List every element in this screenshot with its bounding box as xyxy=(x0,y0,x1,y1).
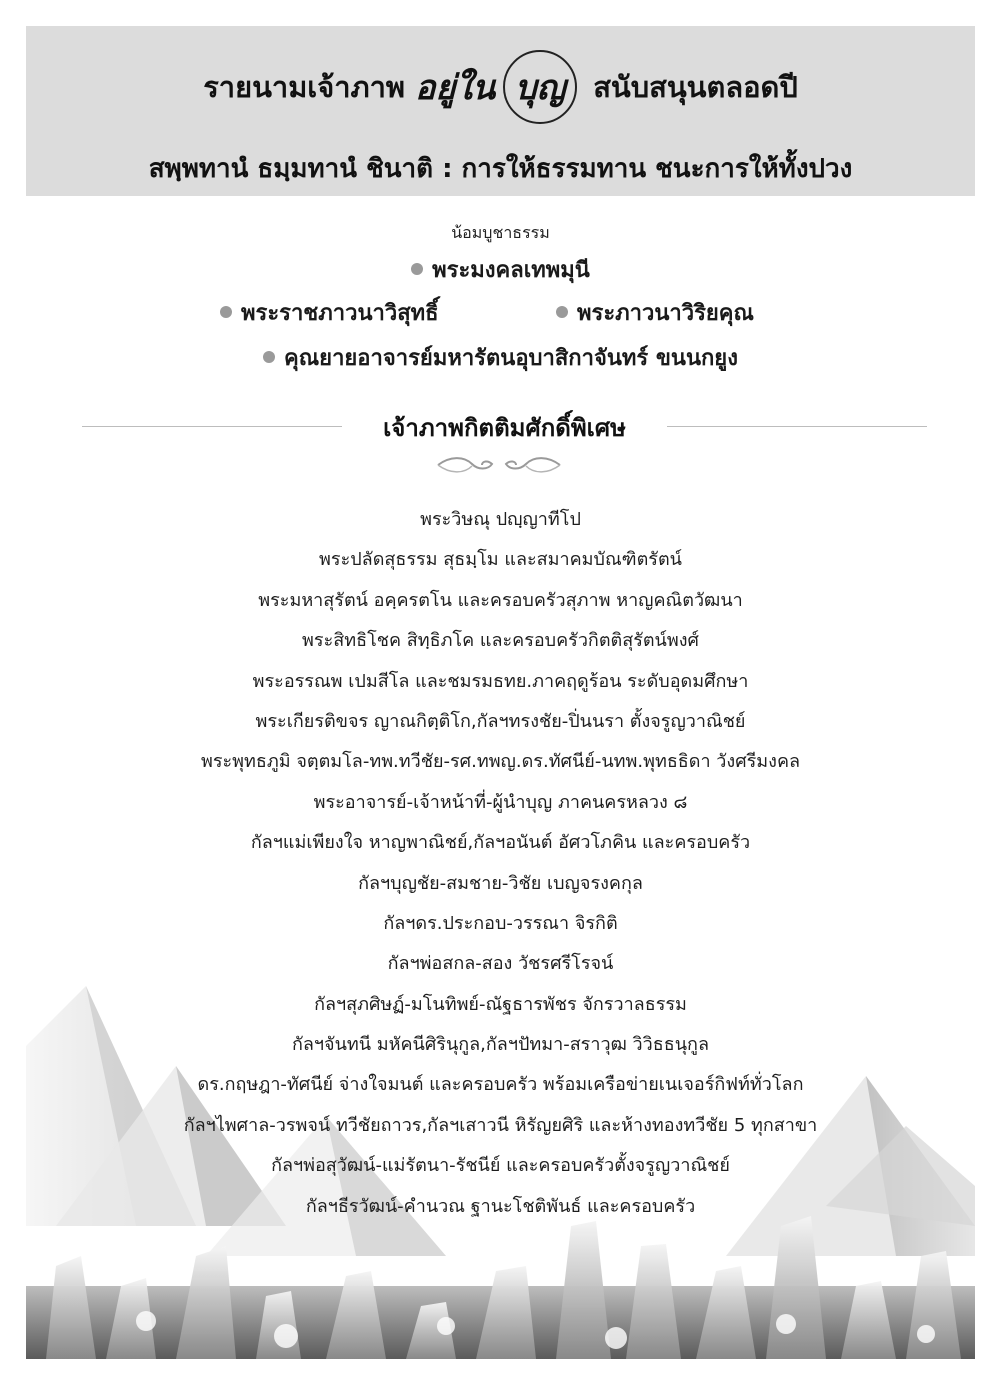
list-item: พระปลัดสุธรรม สุธมฺโม และสมาคมบัณฑิตรัตน์ xyxy=(319,549,682,571)
monk-line-2 xyxy=(220,295,439,330)
monk-name: พระมงคลเทพมุนี xyxy=(432,258,590,283)
bullet-icon xyxy=(556,306,568,318)
logo-text-1: อยู่ใน xyxy=(415,68,496,108)
list-item: พระอาจารย์-เจ้าหน้าที่-ผู้นำบุญ ภาคนครหลวง ๘ xyxy=(313,791,688,813)
monk-name: คุณยายอาจารย์มหารัตนอุบาสิกาจันทร์ ขนนกยูง xyxy=(284,346,738,371)
monk-name: พระภาวนาวิริยคุณ xyxy=(577,301,754,326)
monk-line-3 xyxy=(556,295,754,330)
list-item: กัลฯพ่อสุวัฒน์-แม่รัตนา-รัชนีย์ และครอบครัวตั้งจรูญวาณิชย์ xyxy=(271,1155,730,1177)
list-item: กัลฯไพศาล-วรพจน์ ทวีชัยถาวร,กัลฯเสาวนี หิรัญยศิริ และห้างทองทวีชัย 5 ทุกสาขา xyxy=(183,1114,818,1136)
ayunaiboon-logo xyxy=(415,50,577,124)
list-item: พระพุทธภูมิ จตฺตมโล-ทพ.ทวีชัย-รศ.ทพญ.ดร.ทัศนีย์-นทพ.พุทธธิดา วังศรีมงคล xyxy=(200,751,801,773)
section-title: เจ้าภาพกิตติมศักดิ์พิเศษ xyxy=(383,414,626,442)
monk-line-1 xyxy=(26,252,975,287)
bullet-icon xyxy=(220,306,232,318)
section-heading xyxy=(82,408,927,448)
bullet-icon xyxy=(263,351,275,363)
subtitle: สพฺพทานํ ธมฺมทานํ ชินาติ : การให้ธรรมทาน ชนะการให้ทั้งปวง xyxy=(148,154,853,184)
list-item: กัลฯแม่เพียงใจ หาญพาณิชย์,กัลฯอนันต์ อัศวโภคิน และครอบครัว xyxy=(250,832,751,854)
list-item: พระอรรณพ เปมสีโล และชมรมธทย.ภาคฤดูร้อน ระดับอุดมศึกษา xyxy=(252,670,749,692)
title-right: สนับสนุนตลอดปี xyxy=(593,70,798,104)
list-item: พระเกียรติขจร ญาณกิตฺติโก,กัลฯทรงชัย-ปิ่นนรา ตั้งจรูญวาณิชย์ xyxy=(255,710,746,732)
monk-line-4 xyxy=(26,340,975,375)
list-item: พระมหาสุรัตน์ อคฺครตโน และครอบครัวสุภาพ หาญคณิตวัฒนา xyxy=(258,589,743,611)
logo-text-2: บุญ xyxy=(514,68,566,108)
bullet-icon xyxy=(411,263,423,275)
monk-name: พระราชภาวนาวิสุทธิ์ xyxy=(241,301,439,326)
list-item: กัลฯจันทนี มหัคนีศิรินุกูล,กัลฯปัทมา-สราวุฒ วิวิธธนุกูล xyxy=(292,1034,709,1056)
scroll-ornament-icon xyxy=(434,454,564,476)
list-item: กัลฯพ่อสกล-สอง วัชรศรีโรจน์ xyxy=(387,953,614,975)
list-item: พระวิษณุ ปญฺญาทีโป xyxy=(420,509,581,530)
dedication-label: น้อมบูชาธรรม xyxy=(451,223,550,242)
list-item: กัลฯบุญชัย-สมชาย-วิชัย เบญจรงคกุล xyxy=(358,872,643,894)
list-item: ดร.กฤษฎา-ทัศนีย์ จ่างใจมนต์ และครอบครัว พร้อมเครือข่ายเนเจอร์กิฟท์ทั่วโลก xyxy=(197,1074,804,1096)
list-item: พระสิทธิโชค สิทฺธิภโค และครอบครัวกิตติสุรัตน์พงศ์ xyxy=(302,630,699,652)
title-left: รายนามเจ้าภาพ xyxy=(203,70,406,104)
logo-circle xyxy=(503,50,577,124)
list-item: กัลฯดร.ประกอบ-วรรณา จิรกิติ xyxy=(383,912,618,934)
document-page xyxy=(26,26,975,1359)
header-band xyxy=(26,26,975,196)
title-row xyxy=(26,52,975,122)
list-item: กัลฯสุภศิษฏ์-มโนทิพย์-ณัฐธารพัชร จักรวาลธรรม xyxy=(314,993,687,1015)
list-item: กัลฯธีรวัฒน์-คำนวณ ฐานะโชติพันธ์ และครอบครัว xyxy=(305,1195,696,1217)
sponsor-name-list xyxy=(26,500,975,1227)
